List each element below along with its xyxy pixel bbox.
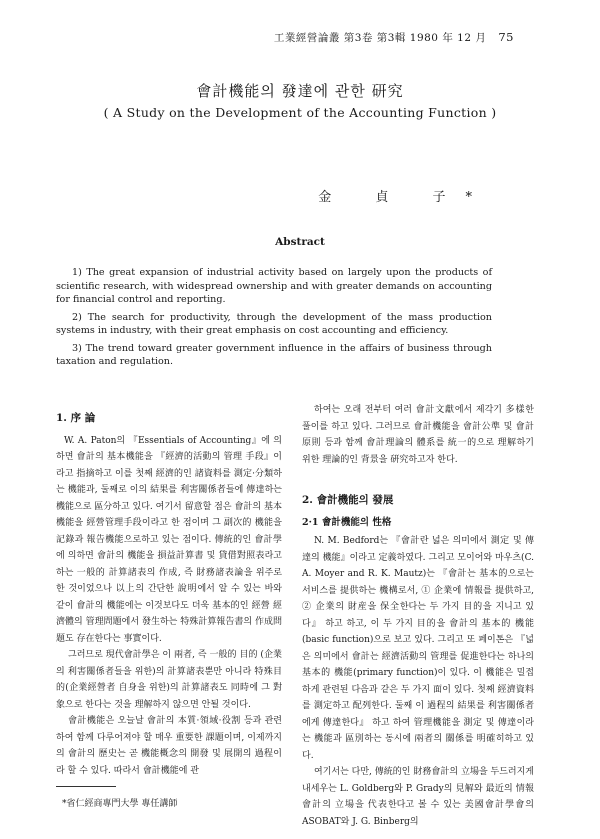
body-paragraph: 하여는 오래 전부터 여러 會計文獻에서 제각기 多樣한 풀이를 하고 있다. 그러므로 會計機能을 會計公準 및 會計原則 등과 함께 會計理論의 體系를 統一的으로 理解하기 위한 理論的인 背景을 硏究하고자 한다. [302,405,534,465]
body-paragraph: 會計機能은 오늘날 會計의 本質·領域·役割 등과 관련하여 함께 다루어져야 할 매우 重要한 課題이며, 이제까지의 會計의 歷史는 곧 機能概念의 開發 및 展開의 過程이라 할 수 있다. 따라서 會計機能에 관 [56,716,282,776]
subsection-heading: 2·1 會計機能의 性格 [302,516,392,528]
title-english: ( A Study on the Development of the Accounting Function ) [103,105,497,120]
page-number: 75 [498,30,514,44]
section-heading-introduction: 1. 序 論 [56,412,96,424]
spacer [302,468,534,484]
author-name: 金 貞 子* [318,190,492,205]
running-header [274,30,514,45]
abstract-heading: Abstract [275,236,325,248]
abstract-item: 1) The great expansion of industrial activity based on largely upon the products of scientific research, with widespread ownership and with greater demands on accounting for financial control and reporting. [56,267,492,305]
footnote-divider [56,786,116,787]
running-head-text: 工業經營論叢 第3卷 第3輯 1980 年 12 月 [273,32,487,44]
left-column [56,402,282,779]
section-heading-development: 2. 會計機能의 發展 [302,494,394,506]
abstract-item: 2) The search for productivity, through the development of the mass production systems in industry, with their great emphasis on cost accounting and efficiency. [56,311,492,336]
abstract-item: 3) The trend toward greater government influence in the affairs of business through taxation and regulation. [56,342,492,367]
title-korean: 會計機能의 發達에 관한 研究 [196,82,404,100]
footnote-affiliation: *省仁經商專門大學 專任講師 [62,799,178,809]
right-column [302,402,534,830]
abstract-body [56,266,492,373]
body-paragraph: 그러므로 現代會計學은 이 兩者, 즉 一般的 目的 (企業의 利害關係者들을 위한)의 計算諸表뿐만 아니라 特殊目的(企業經營者 自身을 위한)의 計算諸表도 同時에 그 對象으로 한다는 것을 理解하지 않으면 안될 것이다. [56,650,282,710]
body-paragraph: W. A. Paton의 『Essentials of Accounting』에 의하면 會計의 基本機能을 『經濟的活動의 管理 手段』이라고 指摘하고 이를 첫째 經濟的인 諸資料를 測定·分類하는 機能과, 둘째로 이의 結果를 利害關係者들에 傳達하는 機能으로 區分하고 있다. 여기서 留意할 점은 會計의 基本機能을 經營管理手段이라고 한 점이며 그 副次的 機能을 記錄과 報告機能으로하고 있는 점이다. 傳統的인 會計學에 의하면 會計의 機能을 損益計算書 및 貸借對照表라고 하는 一般的 計算諸表의 作成, 즉 財務諸表論을 위주로 한 것이었으나 以上의 간단한 說明에서 알 수 있는 바와 같이 會計의 機能에는 이것보다도 더욱 基本的인 經營 經濟體의 管理問題에서 發生하는 特殊計算報告書의 作成問題도 存在한다는 事實이다. [56,435,282,644]
body-paragraph: 여기서는 다만, 傳統的인 財務會計의 立場을 두드러지게 내세우는 L. Goldberg와 P. Grady의 見解와 最近의 情報會計의 立場을 代表한다고 볼 수 있는 美國會計學會의 ASOBAT와 J. G. Binberg의 [302,767,534,827]
body-paragraph: N. M. Bedford는 『會計란 넓은 의미에서 測定 및 傳達의 機能』이라고 定義하였다. 그리고 모이어와 마우츠(C. A. Moyer and R. K. Mautz)는 『會計는 基本的으로는 서비스를 提供하는 機構로서, ① 企業에 情報를 提供하고, ② 企業의 財産을 保全한다는 두 가지 目的을 지니고 있다』 하고 하고, 이 두 가지 目的을 會計의 基本的 機能(basic function)으로 보고 있다. 그리고 또 페이톤은 『넓은 의미에서 會計는 經濟活動의 管理를 促進한다는 하나의 基本的 機能(primary function)이 있다. 이 機能은 밀접하게 관련된 다음과 같은 두 가지 面이 있다. 첫째 經濟資料를 測定하고 配列한다. 둘째 이 過程의 結果를 利害關係者에게 傳達한다』 하고 하여 管理機能을 測定 및 傳達이라는 機能과 區別하는 동시에 兩者의 關係를 明確히하고 있다. [302,536,534,761]
